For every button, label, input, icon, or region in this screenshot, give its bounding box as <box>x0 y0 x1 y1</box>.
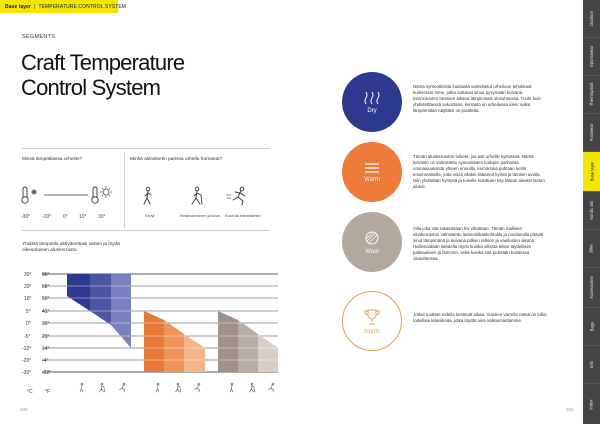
tab-accessories-label: Accessories <box>589 276 595 299</box>
product-warm-circle <box>342 142 402 202</box>
product-dry-description: Nämä syntoottisista kuiduista valmistetut urheiluun tehokkaat kuilerrasto mme, jotka auttavat sinua pysymään kuivana intensiivisten treenien aikana lämpimissä olosuhteissa. Tuote kuin yhdistettäessä sekoittaan, kerrasto on urheilussa idea; sulka lämpömittari näyttäisi on puutteita. <box>413 84 541 113</box>
tab-sportswear-label: Sportswear <box>589 45 594 68</box>
activity-label-medium: Keskivoimainen ja kova <box>180 214 220 218</box>
y-tick-f-0: 86° <box>42 272 50 278</box>
temp-tick-4: 30° <box>98 214 106 220</box>
heat-waves-icon <box>363 91 381 105</box>
warm-band <box>144 311 205 372</box>
y-tick-c-2: 10° <box>24 296 32 302</box>
product-iconic-circle <box>342 291 402 351</box>
tab-bike-label: Bike <box>589 244 594 253</box>
tab-nordic-ski[interactable] <box>583 192 600 230</box>
section-label: SEGMENTS <box>22 34 56 40</box>
wool-ball-icon <box>364 230 380 246</box>
page-number-right: 101 <box>566 407 574 412</box>
divider-top <box>22 148 270 149</box>
y-tick-c-1: 20° <box>24 284 32 290</box>
divider-bottom <box>22 230 270 231</box>
y-tick-c-0: 30° <box>24 272 32 278</box>
y-tick-c-7: -20° <box>22 358 32 364</box>
layers-icon <box>364 162 380 174</box>
product-warm-description: Tämän aluskerraston tuikeet, jos asit urheille kylmässä. Nämä kerrasto on valmistettu syntoottisten kuitujen parhaista ominaisuuksista yhteen ennuilla, kerroksina puhtaan keitin ensimmäiselle, jotta voisit ollakin lisäarvot kylmä ja lämmin avulla. Niin yhdistään hyötyää ja toiselle kuluttuen käy tämän aluskerraston aluesi. <box>413 154 545 189</box>
question-temperature: Missä lämpötilassa urheilet? <box>22 157 83 162</box>
tab-accessories[interactable] <box>583 268 600 308</box>
walking-icon <box>156 383 159 392</box>
tab-thermoplaid-label: Thermoplaid <box>589 82 594 107</box>
product-iconic-label: Iconic <box>364 328 380 335</box>
walking-icon <box>230 383 233 392</box>
product-wool-description: Villa joka sitä rakastetaan hiv vihattaan. Tämän mallisen aluskerraston valmistettu laamoniikankohtolila ja nuotiomilla pitävät sinut lämpimänä ja kuivana pitkien retkien ja vaellusten aikana. Hallinnoidaan kahdella myös kuinka villasta tekee täydellisen pakkauksen ja lämmön, sekä kuinka sitä pidetään kosteissa olosuhteissa. <box>413 226 544 261</box>
tab-footwear-label: Footwear <box>589 123 594 142</box>
tab-info-label: Info <box>589 361 594 368</box>
tab-base-layer[interactable] <box>583 152 600 192</box>
temp-tick-2: 0° <box>63 214 68 220</box>
y-tick-f-6: 14° <box>42 346 50 352</box>
thermometer-scale-icon <box>20 184 116 206</box>
y-tick-c-8: -30° <box>22 370 32 376</box>
running-icon <box>120 383 126 392</box>
tab-outdoor-label: Outdoor <box>588 10 594 27</box>
hiking-icon <box>192 187 202 204</box>
page-title-line1: Craft Temperature <box>21 50 185 75</box>
tab-sportswear[interactable] <box>583 38 600 76</box>
wool-band <box>218 311 278 372</box>
product-warm-label: Warm <box>364 176 380 183</box>
running-icon <box>195 383 201 392</box>
activity-label-light: Kevyt <box>145 214 155 218</box>
axis-unit-f: °F <box>45 389 51 395</box>
running-icon <box>226 187 245 205</box>
product-wool-circle <box>342 212 402 272</box>
divider-vertical <box>124 152 125 228</box>
y-tick-f-2: 50° <box>42 296 50 302</box>
running-icon <box>269 383 275 392</box>
product-iconic-description: Jotkut tuotteet todella kestävät aikaa. Vuosien varrella nämä on tullut todellisia klassikoita, jotka löydät aina valikoimastamme. <box>413 312 547 323</box>
tab-footwear[interactable] <box>583 114 600 152</box>
product-dry-label: Dry <box>367 107 377 114</box>
temperature-chart <box>0 260 290 400</box>
trophy-icon <box>364 308 380 326</box>
tab-bike[interactable] <box>583 230 600 268</box>
y-tick-c-3: 5° <box>26 309 31 315</box>
y-tick-c-5: -5° <box>24 334 31 340</box>
question-activity: Minkä aktiviteetin parissa urheilu harrastat? <box>130 157 223 162</box>
tab-bags-label: Bags <box>588 321 594 332</box>
tab-index-label: Index <box>589 398 594 410</box>
y-tick-f-5: 23° <box>42 334 50 340</box>
header-separator: | <box>34 3 36 10</box>
temp-tick-0: -30° <box>21 214 31 220</box>
y-tick-f-7: -4° <box>42 358 49 364</box>
hiking-icon <box>176 383 181 392</box>
y-tick-c-6: -10° <box>22 346 32 352</box>
walking-icon <box>144 187 151 204</box>
axis-unit-c: °C <box>27 389 33 395</box>
y-tick-f-3: 41° <box>42 309 50 315</box>
activity-icons <box>140 186 250 210</box>
product-dry-circle <box>342 72 402 132</box>
product-wool-label: Wool <box>365 248 379 255</box>
walking-icon <box>80 383 83 392</box>
tab-thermoplaid[interactable] <box>583 76 600 114</box>
y-tick-f-1: 68° <box>42 284 50 290</box>
chart-note: Yhdistä lämpötila aktiviteettiasi varten ja löydä oikeanlainen aluskerrasto. <box>22 242 120 253</box>
hiking-icon <box>250 383 255 392</box>
y-tick-f-4: 32° <box>42 321 50 327</box>
chart-activity-icons <box>80 383 274 392</box>
tab-outdoor[interactable] <box>583 0 600 38</box>
hiking-icon <box>100 383 105 392</box>
temp-tick-1: -10° <box>42 214 52 220</box>
tab-info[interactable] <box>583 346 600 384</box>
tab-base-layer-label: Base layer <box>589 161 595 182</box>
page-title <box>21 50 241 100</box>
page-number-left: 100 <box>20 407 28 412</box>
activity-label-intensive: Kova tai intensiivinen <box>225 214 261 218</box>
y-tick-f-8: -22° <box>42 370 52 376</box>
side-tab-bar <box>583 0 600 424</box>
header-brand: Base layer <box>5 3 32 10</box>
tab-nordic-ski-label: Nordic Ski <box>589 200 594 221</box>
header-title: TEMPERATURE CONTROL SYSTEM <box>38 3 127 10</box>
temp-tick-3: 10° <box>79 214 87 220</box>
y-tick-c-4: 0° <box>26 321 31 327</box>
tab-index[interactable] <box>583 384 600 424</box>
tab-bags[interactable] <box>583 308 600 346</box>
header-tag <box>0 0 127 13</box>
page-title-line2: Control System <box>21 75 161 100</box>
